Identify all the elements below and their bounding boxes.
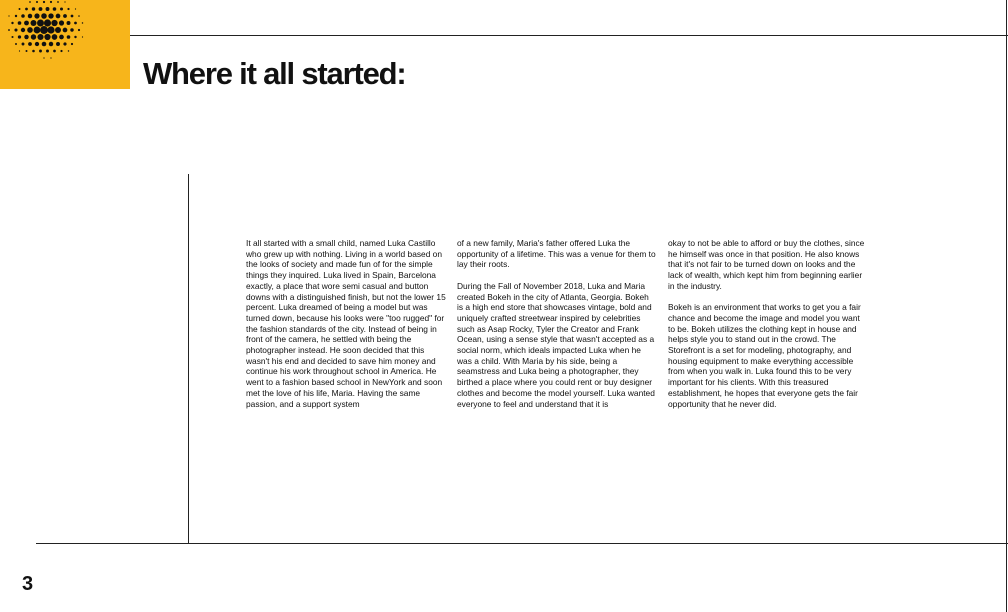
article-column-3 <box>668 238 868 420</box>
halftone-dot <box>63 28 68 33</box>
halftone-dot <box>25 8 28 11</box>
halftone-dot <box>68 50 69 51</box>
halftone-dot <box>46 7 50 11</box>
halftone-dot <box>50 57 51 58</box>
halftone-dot <box>15 15 17 17</box>
halftone-dot <box>18 35 21 38</box>
halftone-dot <box>21 28 25 32</box>
halftone-dot <box>21 14 25 18</box>
halftone-dot <box>43 1 45 3</box>
halftone-dot <box>75 8 76 9</box>
halftone-dot <box>71 43 73 45</box>
halftone-dot <box>26 50 28 52</box>
page-title: Where it all started: <box>143 56 406 91</box>
halftone-dot <box>29 1 31 3</box>
halftone-dot <box>22 43 25 46</box>
halftone-dot <box>34 13 39 18</box>
halftone-dot <box>51 20 57 26</box>
article-paragraph: Bokeh is an environment that works to get you a fair chance and become the image and model you want to be. Bokeh utilizes the clothing kept in house and helps style you to stand out in the crowd. The Storefront is a set for modeling, photography, and housing equipment to make everything accessible from when you walk in. Luka found this to be very important for his clients. With this treasured establishment, he hopes that everyone gets the fair opportunity that he never did. <box>668 302 861 409</box>
halftone-dot <box>53 50 56 53</box>
halftone-dot <box>39 50 42 53</box>
article-column-1 <box>246 238 446 420</box>
halftone-dot <box>14 28 17 31</box>
halftone-dot <box>63 14 67 18</box>
halftone-dot <box>57 1 59 3</box>
halftone-dot <box>11 36 13 38</box>
article-paragraph: It all started with a small child, named Luka Castillo who grew up with nothing. Living in a world based on the looks of society and made fun of for the simple things they inquired. Luka lived in Spain, Barcelona exactly, a place that wore semi casual and button downs with a distinguished finish, but not the lower 15 percent. Luka dreamed of being a model but was turned down, because his looks were "too rugged" for the fashion standards of the city. Instead of being in front of the camera, he settled with being the photographer instead. He soon decided that this wasn't his end and decided to save him money and continue his work throughout school in America. He went to a fashion based school in NewYork and soon met the love of his life, Maria. Having the same passion, and a support system <box>246 238 446 409</box>
halftone-dot <box>50 1 52 3</box>
halftone-dot <box>67 8 69 10</box>
halftone-dot <box>48 13 53 18</box>
halftone-dot <box>60 8 63 11</box>
halftone-dot <box>74 36 76 38</box>
halftone-dot <box>15 43 17 45</box>
halftone-dot <box>18 21 22 25</box>
halftone-dot <box>24 35 28 39</box>
halftone-dot <box>35 42 39 46</box>
halftone-dot <box>82 36 83 37</box>
halftone-dot <box>56 42 60 46</box>
halftone-dot <box>31 34 36 39</box>
halftone-dot <box>41 13 47 19</box>
halftone-dot <box>52 34 58 40</box>
article-paragraph: okay to not be able to afford or buy the clothes, since he himself was once in that position. He also knows that it's not fair to be turned down on looks and the lack of wealth, which kept him from beginning earlier in the industry. <box>668 238 865 291</box>
halftone-dot <box>11 22 13 24</box>
halftone-dot <box>27 27 33 33</box>
halftone-dot <box>63 42 66 45</box>
footer-rule <box>36 543 1008 544</box>
halftone-dot <box>42 42 47 47</box>
halftone-dots-graphic <box>0 0 130 89</box>
halftone-logo <box>0 0 130 89</box>
article-paragraph: of a new family, Maria's father offered Luka the opportunity of a lifetime. This was a venue for them to lay their roots. <box>457 238 656 270</box>
halftone-dot <box>28 14 32 18</box>
halftone-dot <box>47 26 54 33</box>
halftone-dot <box>40 26 48 34</box>
halftone-dot <box>19 8 21 10</box>
halftone-dot <box>28 42 32 46</box>
halftone-dot <box>37 34 43 40</box>
article-paragraph: During the Fall of November 2018, Luka and Maria created Bokeh in the city of Atlanta, Georgia. Bokeh is a high end store that showcases vintage, bold and uniquely crafted streetwear inspired by celebrities such as Asap Rocky, Tyler the Creator and Frank Ocean, using a sense style that wasn't accepted as a social norm, which ideals impacted Luka when he was a child. With Maria by his side, being a seamstress and Luka being a photographer, they birthed a place where you could rent or buy designer clothes and become the model yourself. Luka wanted everyone to feel and understand that it is <box>457 280 655 409</box>
halftone-dot <box>34 27 41 34</box>
halftone-dot <box>82 22 83 23</box>
halftone-dot <box>44 19 51 26</box>
halftone-dot <box>36 1 38 3</box>
halftone-dot <box>53 7 57 11</box>
halftone-dot <box>64 1 65 2</box>
halftone-dot <box>8 15 9 16</box>
halftone-dot <box>59 35 64 40</box>
halftone-dot <box>43 57 44 58</box>
halftone-dot <box>78 29 80 31</box>
page-edge-rule <box>1006 0 1007 612</box>
halftone-dot <box>37 20 44 27</box>
halftone-dot <box>74 22 77 25</box>
halftone-dot <box>70 28 73 31</box>
halftone-dot <box>56 14 61 19</box>
halftone-dot <box>71 15 74 18</box>
halftone-dot <box>24 21 29 26</box>
halftone-dot <box>49 42 53 46</box>
halftone-dot <box>78 15 80 17</box>
column-divider-rule <box>188 174 189 543</box>
halftone-dot <box>19 50 20 51</box>
page-number: 3 <box>22 573 34 595</box>
halftone-dot <box>32 7 35 10</box>
header-rule <box>130 35 1008 36</box>
halftone-dot <box>55 27 61 33</box>
halftone-dot <box>32 50 35 53</box>
halftone-dot <box>44 34 50 40</box>
halftone-dot <box>60 50 62 52</box>
article-column-2 <box>457 238 657 420</box>
halftone-dot <box>59 20 64 25</box>
halftone-dot <box>46 50 49 53</box>
halftone-dot <box>8 29 10 31</box>
halftone-dot <box>39 7 43 11</box>
halftone-dot <box>67 35 71 39</box>
halftone-dot <box>31 20 37 26</box>
halftone-dot <box>67 21 71 25</box>
